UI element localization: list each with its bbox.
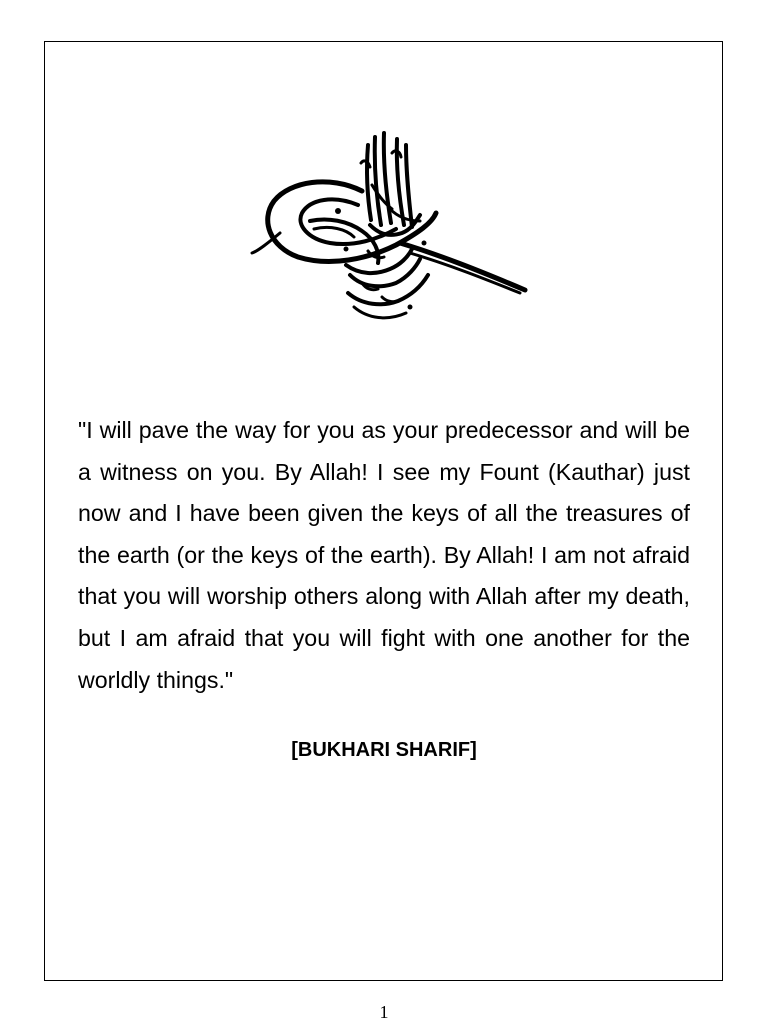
page-number: 1 <box>379 1002 389 1022</box>
calligraphy-seal-icon <box>250 125 530 340</box>
source-citation: [BUKHARI SHARIF] <box>291 739 477 761</box>
hadith-quote: "I will pave the way for you as your predecessor and will be a witness on you. By Allah! I see my Fount (Kauthar) just now and I have been given the keys of all the treasures of the earth (or the keys of the earth). By Allah! I am not afraid that you will worship others along with Allah after my death, but I am afraid that you will fight with one another for the worldly things." <box>78 417 690 693</box>
